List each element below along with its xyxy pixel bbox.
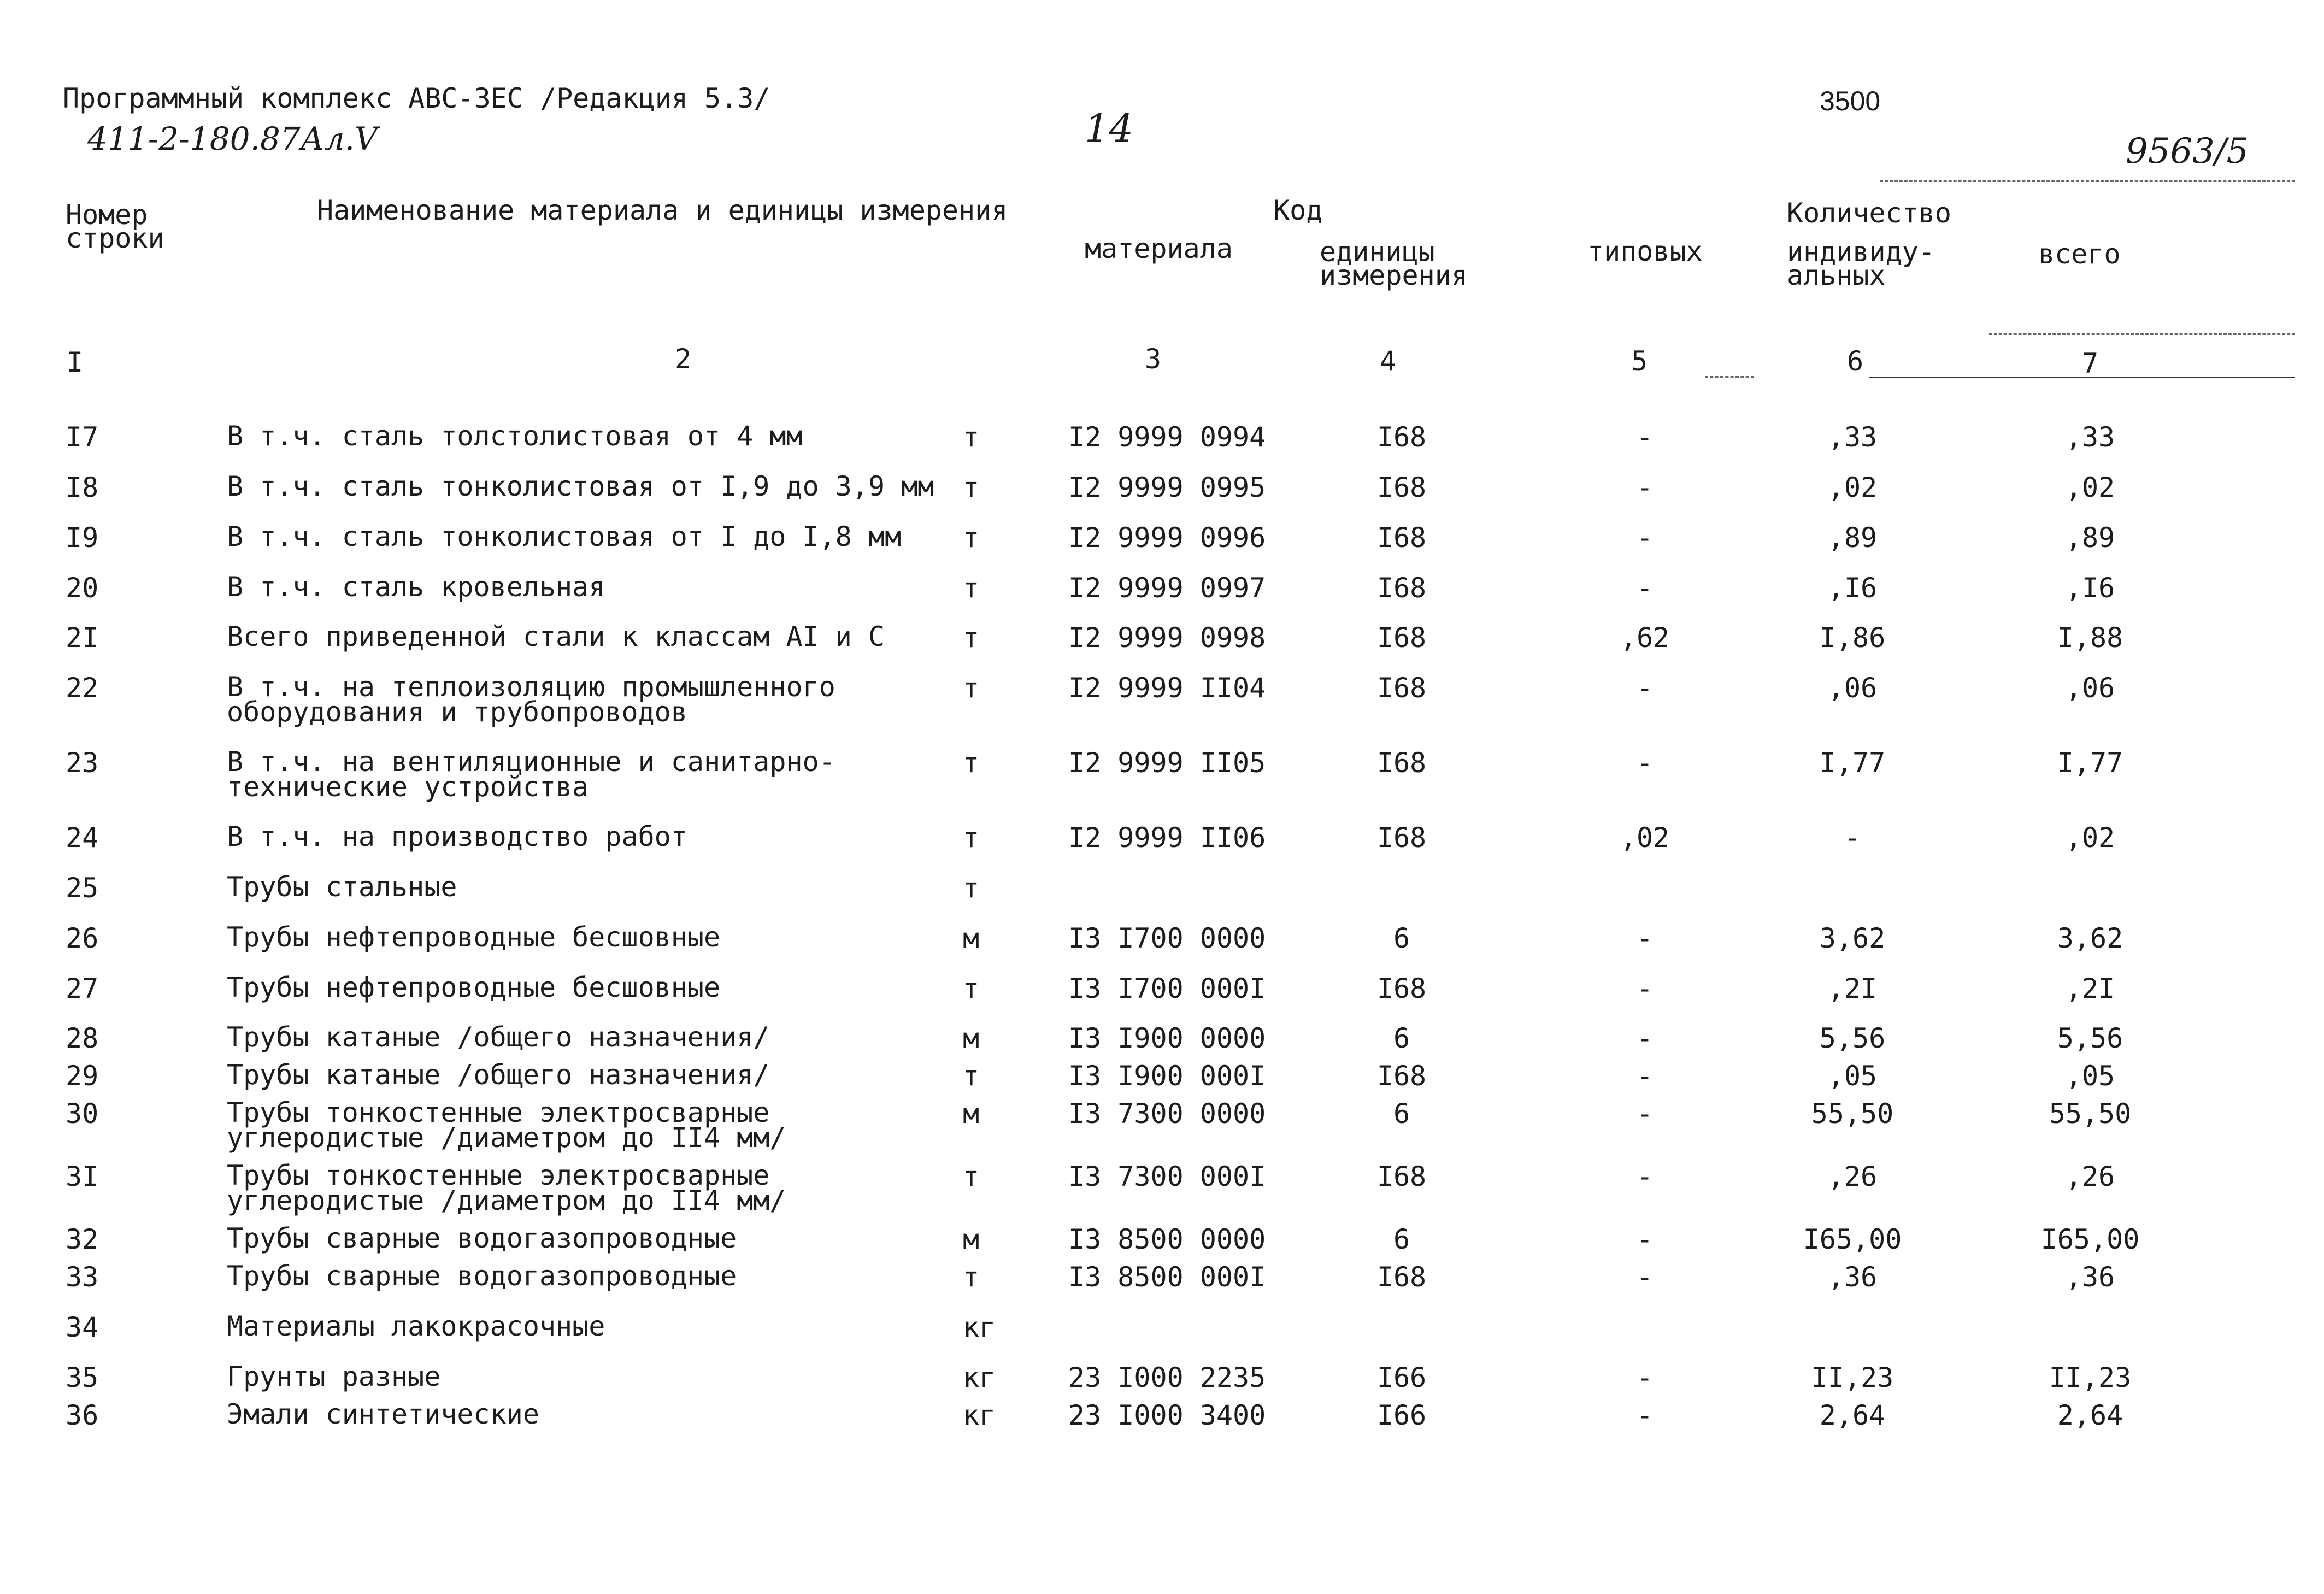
material-name: В т.ч. на теплоизоляцию промышленного оборудования и трубопроводов [227,671,836,728]
unit: м [963,1022,980,1054]
total-qty: ,02 [2065,472,2115,503]
total-qty: I,77 [2057,747,2123,779]
row-number: 24 [66,822,99,854]
row-number: 34 [66,1311,99,1343]
unit: т [963,622,980,654]
typical-qty: - [1636,1022,1654,1054]
material-name: Грунты разные [227,1361,441,1392]
material-name: Трубы тонкостенные электросварные углеродистые /диаметром до II4 мм/ [227,1097,786,1154]
material-name: В т.ч. сталь тонколистовая от I,9 до 3,9 мм [227,470,934,502]
document-code: 3500 [1820,86,1881,116]
typical-qty: - [1636,1161,1654,1192]
material-name: В т.ч. на вентиляционные и санитарно- технические устройства [227,746,836,803]
individual-qty: - [1844,822,1861,854]
unit-code: I68 [1376,973,1427,1004]
unit: т [963,421,980,453]
row-number: 25 [66,872,99,904]
handwritten-sheet-number: 9563/5 [2126,131,2249,172]
unit: т [963,973,980,1004]
unit: м [963,922,980,954]
material-code: I3 8500 000I [1068,1261,1266,1293]
individual-qty: II,23 [1811,1362,1894,1393]
material-name: Трубы нефтепроводные бесшовные [227,921,721,953]
column-number-1: I [67,346,84,378]
column-number-rule-short [1705,376,1754,378]
material-code: 23 I000 2235 [1068,1362,1266,1393]
unit: т [963,872,980,904]
individual-qty: ,05 [1827,1060,1878,1092]
col-header-code-unit: единицы измерения [1320,236,1468,291]
typical-qty: - [1636,1362,1654,1393]
typical-qty: - [1636,1261,1654,1293]
row-number: 36 [66,1399,99,1431]
unit: т [963,672,980,704]
material-code: I3 I700 0000 [1068,922,1266,954]
total-qty: ,2I [2065,973,2115,1004]
total-qty: 55,50 [2049,1098,2132,1130]
typical-qty: - [1636,572,1654,604]
table-row [0,1310,2324,1363]
unit-code: 6 [1393,1098,1410,1130]
material-name: Всего приведенной стали к классам АI и С [227,621,885,652]
material-code: I3 7300 0000 [1068,1098,1266,1130]
table-row [0,1398,2324,1451]
unit: м [963,1098,980,1130]
material-name: Трубы сварные водогазопроводные [227,1260,737,1292]
unit-code: I68 [1376,622,1427,654]
unit-code: I68 [1376,472,1427,503]
column-number-4: 4 [1380,345,1397,377]
total-qty: ,89 [2065,522,2115,554]
unit-code: I68 [1376,421,1427,453]
typical-qty: - [1636,672,1654,704]
individual-qty: ,36 [1827,1261,1878,1293]
table-row [0,1260,2324,1313]
total-qty: 3,62 [2057,922,2123,954]
unit-code: I68 [1376,822,1427,854]
individual-qty: I65,00 [1803,1224,1902,1255]
column-number-rule-upper [1989,333,2295,335]
material-code: I3 I900 0000 [1068,1022,1266,1054]
row-number: 2I [66,622,99,654]
column-number-5: 5 [1631,345,1648,377]
table-row [0,1097,2324,1154]
typical-qty: - [1636,922,1654,954]
material-name: В т.ч. на производство работ [227,821,687,852]
individual-qty: ,33 [1827,421,1878,453]
table-row [0,470,2324,523]
unit-code: I68 [1376,747,1427,779]
unit: т [963,822,980,854]
material-code: I2 9999 0994 [1068,421,1266,453]
unit-code: 6 [1393,922,1410,954]
material-name: Трубы сварные водогазопроводные [227,1222,737,1254]
unit: кг [963,1399,996,1431]
row-number: I9 [66,522,99,554]
column-number-rule [1869,377,2295,378]
row-number: 35 [66,1362,99,1393]
row-number: 20 [66,572,99,604]
unit: т [963,522,980,554]
table-row [0,921,2324,974]
unit-code: I68 [1376,1161,1427,1192]
typical-qty: - [1636,747,1654,779]
col-header-code-group: Код [1273,195,1323,226]
column-number-6: 6 [1847,345,1864,377]
unit-code: I68 [1376,572,1427,604]
table-row [0,821,2324,873]
typical-qty: - [1636,421,1654,453]
individual-qty: I,77 [1819,747,1886,779]
material-name: Трубы катаные /общего назначения/ [227,1021,770,1053]
material-code: I2 9999 II06 [1068,822,1266,854]
total-qty: ,02 [2065,822,2115,854]
row-number: 27 [66,973,99,1004]
unit: т [963,747,980,779]
col-header-code-material: материала [1085,233,1233,264]
row-number: I7 [66,421,99,453]
unit: м [963,1224,980,1255]
unit: т [963,1261,980,1293]
total-qty: ,I6 [2065,572,2115,604]
table-row [0,571,2324,624]
table-row [0,621,2324,673]
typical-qty: ,62 [1620,622,1670,654]
typical-qty: - [1636,522,1654,554]
col-header-typical: типовых [1587,236,1703,267]
unit-code: I68 [1376,1261,1427,1293]
material-code: 23 I000 3400 [1068,1399,1266,1431]
col-header-total: всего [2038,238,2121,270]
individual-qty: 55,50 [1811,1098,1894,1130]
row-number: 32 [66,1224,99,1255]
table-row [0,420,2324,473]
total-qty: 2,64 [2057,1399,2123,1431]
material-name: Трубы катаные /общего назначения/ [227,1059,770,1091]
unit-code: 6 [1393,1224,1410,1255]
individual-qty: ,26 [1827,1161,1878,1192]
unit: т [963,572,980,604]
table-row [0,746,2324,803]
material-name: В т.ч. сталь тонколистовая от I до I,8 мм [227,521,902,552]
material-code: I2 9999 II05 [1068,747,1266,779]
material-code: I2 9999 0995 [1068,472,1266,503]
row-number: 26 [66,922,99,954]
row-number: 22 [66,672,99,704]
material-code: I2 9999 0998 [1068,622,1266,654]
col-header-individual: индивиду- альных [1787,236,1935,291]
col-header-quantity-group: Количество [1787,197,1952,229]
col-header-row-number: Номер строки [66,199,164,254]
row-number: I8 [66,472,99,503]
unit: кг [963,1362,996,1393]
table-row [0,972,2324,1024]
total-qty: I65,00 [2040,1224,2140,1255]
typical-qty: - [1636,1098,1654,1130]
page-number: 14 [1085,106,1134,151]
individual-qty: ,89 [1827,522,1878,554]
material-code: I3 I700 000I [1068,973,1266,1004]
individual-qty: I,86 [1819,622,1886,654]
row-number: 3I [66,1161,99,1192]
material-name: Трубы тонкостенные электросварные углеродистые /диаметром до II4 мм/ [227,1160,786,1216]
row-number: 30 [66,1098,99,1130]
column-number-2: 2 [675,343,692,375]
unit: кг [963,1311,996,1343]
material-name: В т.ч. сталь толстолистовая от 4 мм [227,420,803,452]
material-name: В т.ч. сталь кровельная [227,571,605,603]
unit-code: I68 [1376,672,1427,704]
typical-qty: - [1636,472,1654,503]
typical-qty: - [1636,973,1654,1004]
material-code: I3 8500 0000 [1068,1224,1266,1255]
unit-code: I68 [1376,1060,1427,1092]
typical-qty: ,02 [1620,822,1670,854]
col-header-name: Наименование материала и единицы измерения [317,195,1008,226]
row-number: 29 [66,1060,99,1092]
material-code: I2 9999 II04 [1068,672,1266,704]
material-name: Трубы стальные [227,871,457,903]
handwritten-reference: 411-2-180.87Ал.V [87,120,378,157]
individual-qty: 3,62 [1819,922,1886,954]
total-qty: I,88 [2057,622,2123,654]
total-qty: ,33 [2065,421,2115,453]
unit-code: I68 [1376,522,1427,554]
table-row [0,521,2324,573]
typical-qty: - [1636,1060,1654,1092]
individual-qty: 5,56 [1819,1022,1886,1054]
individual-qty: ,06 [1827,672,1878,704]
unit-code: 6 [1393,1022,1410,1054]
unit-code: I66 [1376,1362,1427,1393]
typical-qty: - [1636,1224,1654,1255]
table-row [0,871,2324,924]
column-number-7: 7 [2082,348,2099,379]
total-qty: ,26 [2065,1161,2115,1192]
material-code: I3 7300 000I [1068,1161,1266,1192]
total-qty: ,36 [2065,1261,2115,1293]
total-qty: 5,56 [2057,1022,2123,1054]
total-qty: ,06 [2065,672,2115,704]
table-row [0,1160,2324,1216]
material-code: I3 I900 000I [1068,1060,1266,1092]
unit-code: I66 [1376,1399,1427,1431]
unit: т [963,1161,980,1192]
table-row [0,671,2324,728]
material-name: Трубы нефтепроводные бесшовные [227,972,721,1003]
individual-qty: ,02 [1827,472,1878,503]
row-number: 28 [66,1022,99,1054]
individual-qty: ,2I [1827,973,1878,1004]
total-qty: ,05 [2065,1060,2115,1092]
material-name: Эмали синтетические [227,1398,539,1430]
row-number: 33 [66,1261,99,1293]
header-rule [1880,180,2295,182]
unit: т [963,1060,980,1092]
material-name: Материалы лакокрасочные [227,1310,605,1342]
column-number-3: 3 [1145,343,1162,375]
individual-qty: ,I6 [1827,572,1878,604]
row-number: 23 [66,747,99,779]
total-qty: II,23 [2049,1362,2132,1393]
material-code: I2 9999 0996 [1068,522,1266,554]
unit: т [963,472,980,503]
program-title: Программный комплекс АВС-3ЕС /Редакция 5.3/ [63,83,770,114]
typical-qty: - [1636,1399,1654,1431]
material-code: I2 9999 0997 [1068,572,1266,604]
individual-qty: 2,64 [1819,1399,1886,1431]
